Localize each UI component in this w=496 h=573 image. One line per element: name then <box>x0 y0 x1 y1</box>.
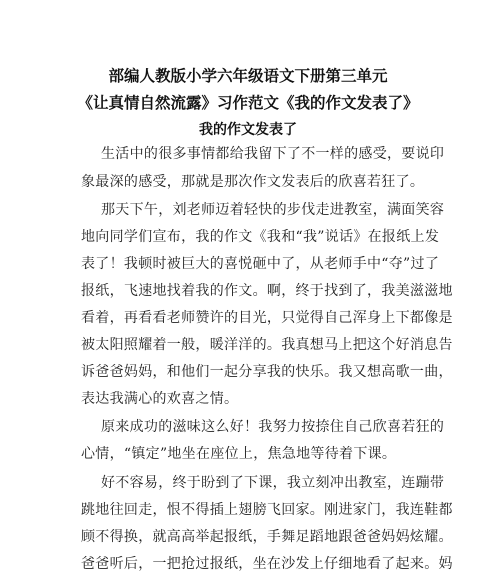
essay-line: 被太阳照耀着一般，暖洋洋的。我真想马上把这个好消息告 <box>81 337 453 353</box>
essay-line: 地向同学们宣布，我的作文《我和“我”说话》在报纸上发 <box>81 229 440 245</box>
essay-title: 我的作文发表了 <box>199 122 297 138</box>
essay-line: 表达我满心的欢喜之情。 <box>81 391 239 407</box>
document-title: 部编人教版小学六年级语文下册第三单元 <box>108 67 388 85</box>
essay-line: 心情，“镇定”地坐在座位上，焦急地等待着下课。 <box>81 446 397 462</box>
essay-line: 诉爸爸妈妈，和他们一起分享我的快乐。我又想高歌一曲， <box>81 364 453 380</box>
essay-line: 报纸，飞速地找着我的作文。啊，终于找到了，我美滋滋地 <box>81 283 453 299</box>
essay-line: 表了！我顿时被巨大的喜悦砸中了，从老师手中“夺”过了 <box>81 256 440 272</box>
essay-line: 生活中的很多事情都给我留下了不一样的感受，要说印 <box>101 146 445 162</box>
essay-line: 原来成功的滋味这么好！我努力按捺住自己欣喜若狂的 <box>101 419 445 435</box>
essay-line: 爸爸听后，一把抢过报纸，坐在沙发上仔细地看了起来。妈 <box>81 556 453 572</box>
essay-line: 象最深的感受，那就是那次作文发表后的欣喜若狂了。 <box>81 174 425 190</box>
essay-line: 好不容易，终于盼到了下课，我立刻冲出教室，连蹦带 <box>101 475 445 491</box>
essay-line: 那天下午，刘老师迈着轻快的步伐走进教室，满面笑容 <box>101 202 445 218</box>
essay-line: 顾不得换，就高高举起报纸，手舞足蹈地跟爸爸妈妈炫耀。 <box>81 529 453 545</box>
essay-line: 跳地往回走，恨不得插上翅膀飞回家。刚进家门，我连鞋都 <box>81 502 453 518</box>
essay-line: 看着，再看看老师赞许的目光，只觉得自己浑身上下都像是 <box>81 310 453 326</box>
document-subtitle: 《让真情自然流露》习作范文《我的作文发表了》 <box>77 94 419 112</box>
